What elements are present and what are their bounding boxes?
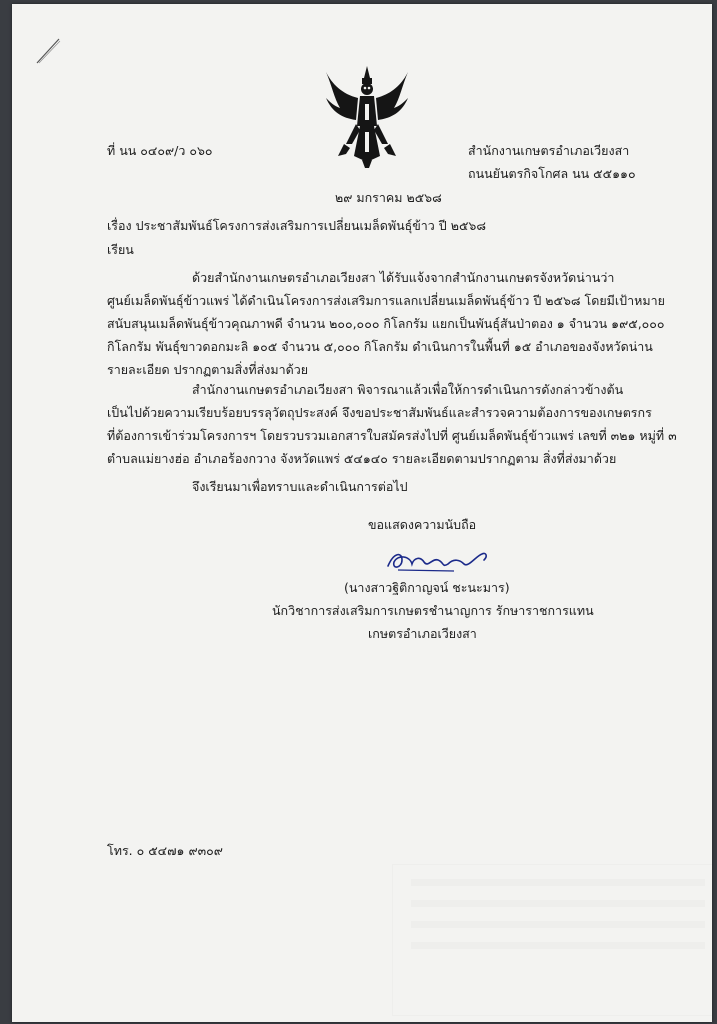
- closing-regards: ขอแสดงความนับถือ: [368, 517, 477, 532]
- contact-phone: โทร. ๐ ๕๔๗๑ ๙๓๐๙: [107, 843, 223, 858]
- letter-subject: เรื่อง ประชาสัมพันธ์โครงการส่งเสริมการเปลี่ยนเมล็ดพันธุ์ข้าว ปี ๒๕๖๘: [107, 218, 486, 233]
- letter-page: [12, 4, 712, 1022]
- paragraph-line: สำนักงานเกษตรอำเภอเวียงสา พิจารณาแล้วเพื่อให้การดำเนินการดังกล่าวข้างต้น: [192, 382, 624, 397]
- paragraph-line: สนับสนุนเมล็ดพันธุ์ข้าวคุณภาพดี จำนวน ๒๐๐,๐๐๐ กิโลกรัม แยกเป็นพันธุ์สันป่าตอง ๑ จำนวน ๑๙๕,๐๐๐: [107, 316, 665, 331]
- office-address: ถนนยันตรกิจโกศล นน ๕๕๑๑๐: [468, 166, 636, 181]
- show-through-stamp: [392, 864, 712, 1016]
- signer-office: เกษตรอำเภอเวียงสา: [368, 626, 477, 641]
- paragraph-line: ศูนย์เมล็ดพันธุ์ข้าวแพร่ ได้ดำเนินโครงการส่งเสริมการแลกเปลี่ยนเมล็ดพันธุ์ข้าว ปี ๒๕๖๘ โดยมีเป้าหมาย: [107, 293, 665, 308]
- paragraph-line: เป็นไปด้วยความเรียบร้อยบรรลุวัตถุประสงค์ จึงขอประชาสัมพันธ์และสำรวจความต้องการของเกษตรกร: [107, 405, 652, 420]
- salutation: เรียน: [107, 242, 134, 257]
- office-name: สำนักงานเกษตรอำเภอเวียงสา: [468, 143, 630, 158]
- handwritten-signature: [384, 546, 494, 574]
- closing-sentence: จึงเรียนมาเพื่อทราบและดำเนินการต่อไป: [192, 479, 408, 494]
- paragraph-line: ตำบลแม่ยางฮ่อ อำเภอร้องกวาง จังหวัดแพร่ ๕๔๑๔๐ รายละเอียดตามปรากฏตาม สิ่งที่ส่งมาด้วย: [107, 451, 617, 466]
- signer-name: (นางสาวฐิติกาญจน์ ชะนะมาร): [344, 580, 510, 595]
- paragraph-line: กิโลกรัม พันธุ์ขาวดอกมะลิ ๑๐๕ จำนวน ๕,๐๐๐ กิโลกรัม ดำเนินการในพื้นที่ ๑๕ อำเภอของจังหวัดน่าน: [107, 339, 653, 354]
- paragraph-line: ที่ต้องการเข้าร่วมโครงการฯ โดยรวบรวมเอกสารใบสมัครส่งไปที่ ศูนย์เมล็ดพันธุ์ข้าวแพร่ เลขที่ ๓๒๑ หมู่ที่ ๓: [107, 428, 677, 443]
- reference-number: ที่ นน ๐๔๐๙/ว ๐๖๐: [107, 143, 213, 158]
- letter-date: ๒๙ มกราคม ๒๕๖๘: [335, 190, 442, 205]
- garuda-emblem-icon: [322, 64, 412, 170]
- paragraph-line: ด้วยสำนักงานเกษตรอำเภอเวียงสา ได้รับแจ้งจากสำนักงานเกษตรจังหวัดน่านว่า: [192, 270, 615, 285]
- pen-stroke-mark-icon: [34, 36, 62, 66]
- paragraph-2: [107, 378, 677, 470]
- paragraph-line: รายละเอียด ปรากฏตามสิ่งที่ส่งมาด้วย: [107, 362, 309, 377]
- signer-title: นักวิชาการส่งเสริมการเกษตรชำนาญการ รักษาราชการแทน: [272, 603, 594, 618]
- paragraph-1: [107, 266, 665, 381]
